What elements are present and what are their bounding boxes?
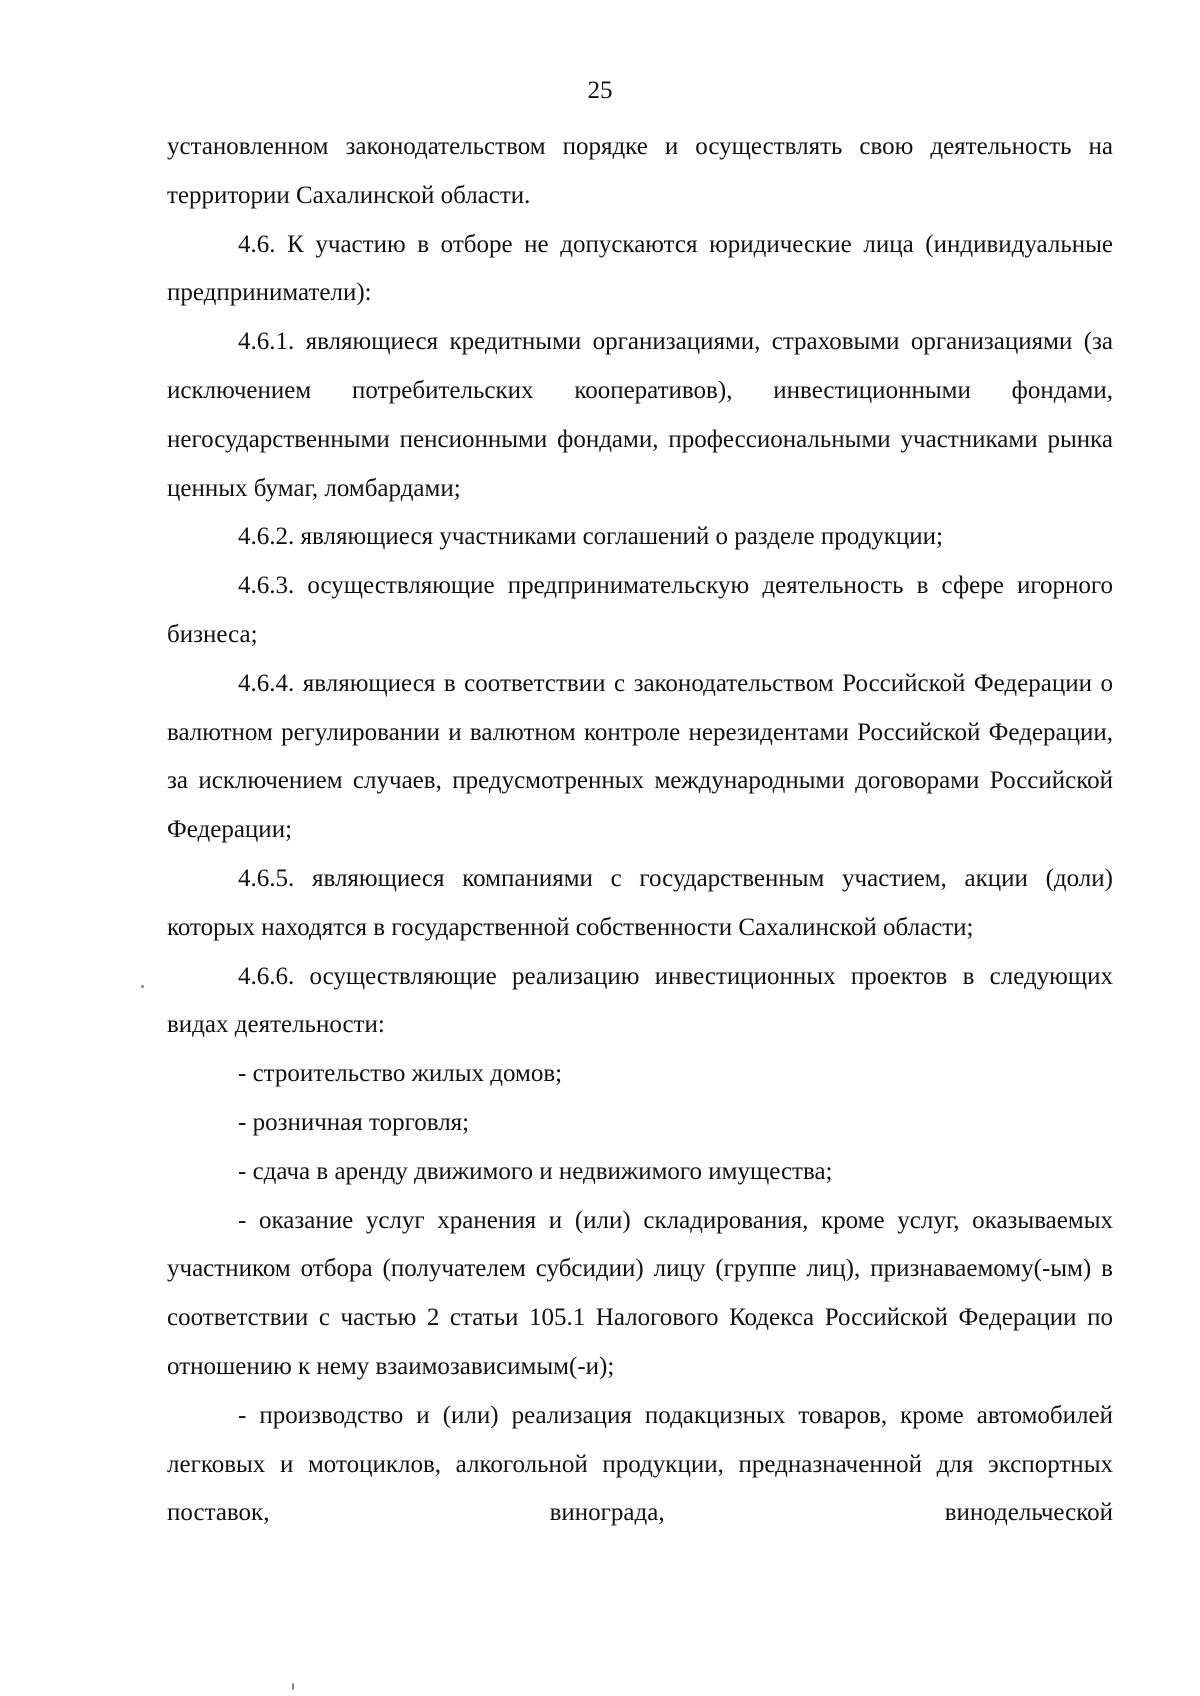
paragraph-4-6-1: 4.6.1. являющиеся кредитными организациями, страховыми организациями (за исключением потребительских кооперативов), инвестиционными фондами, негосударственными пенсионными фондами, профессиональными участниками рынка ценных бумаг, ломбардами;	[167, 328, 1113, 502]
document-body	[167, 123, 1113, 1538]
list-item-excise-goods: - производство и (или) реализация подакцизных товаров, кроме автомобилей легковых и мотоциклов, алкогольной продукции, предназначенной для экспортных поставок, винограда, винодельческой	[167, 1401, 1113, 1527]
scan-speck	[292, 1683, 294, 1690]
list-item-housing-construction: - строительство жилых домов;	[238, 1060, 563, 1088]
paragraph-4-6-5: 4.6.5. являющиеся компаниями с государственным участием, акции (доли) которых находятся в государственной собственности Сахалинской области;	[167, 864, 1113, 941]
paragraph-4-6-6: 4.6.6. осуществляющие реализацию инвестиционных проектов в следующих видах деятельности:	[167, 962, 1113, 1039]
scan-speck	[141, 985, 144, 988]
list-item-retail: - розничная торговля;	[238, 1108, 470, 1136]
paragraph-4-6-3: 4.6.3. осуществляющие предпринимательскую деятельность в сфере игорного бизнеса;	[167, 572, 1113, 648]
list-item-storage-services: - оказание услуг хранения и (или) складирования, кроме услуг, оказываемых участником отбора (получателем субсидии) лицу (группе лиц), признаваемому(-ым) в соответствии с частью 2 статьи 105.1 Налогового Кодекса Российской Федерации по отношению к нему взаимозависимым(-и);	[167, 1206, 1113, 1380]
paragraph-4-6-4: 4.6.4. являющиеся в соответствии с законодательством Российской Федерации о валютном регулировании и валютном контроле нерезидентами Российской Федерации, за исключением случаев, предусмотренных международными договорами Российской Федерации;	[167, 669, 1113, 844]
paragraph-4-6-2: 4.6.2. являющиеся участниками соглашений о разделе продукции;	[238, 523, 943, 551]
paragraph-continuation: установленном законодательством порядке и осуществлять свою деятельность на территории Сахалинской области.	[167, 133, 1113, 209]
page-number: 25	[587, 77, 613, 104]
paragraph-4-6: 4.6. К участию в отборе не допускаются юридические лица (индивидуальные предприниматели):	[167, 230, 1113, 307]
list-item-property-lease: - сдача в аренду движимого и недвижимого имущества;	[238, 1157, 833, 1185]
